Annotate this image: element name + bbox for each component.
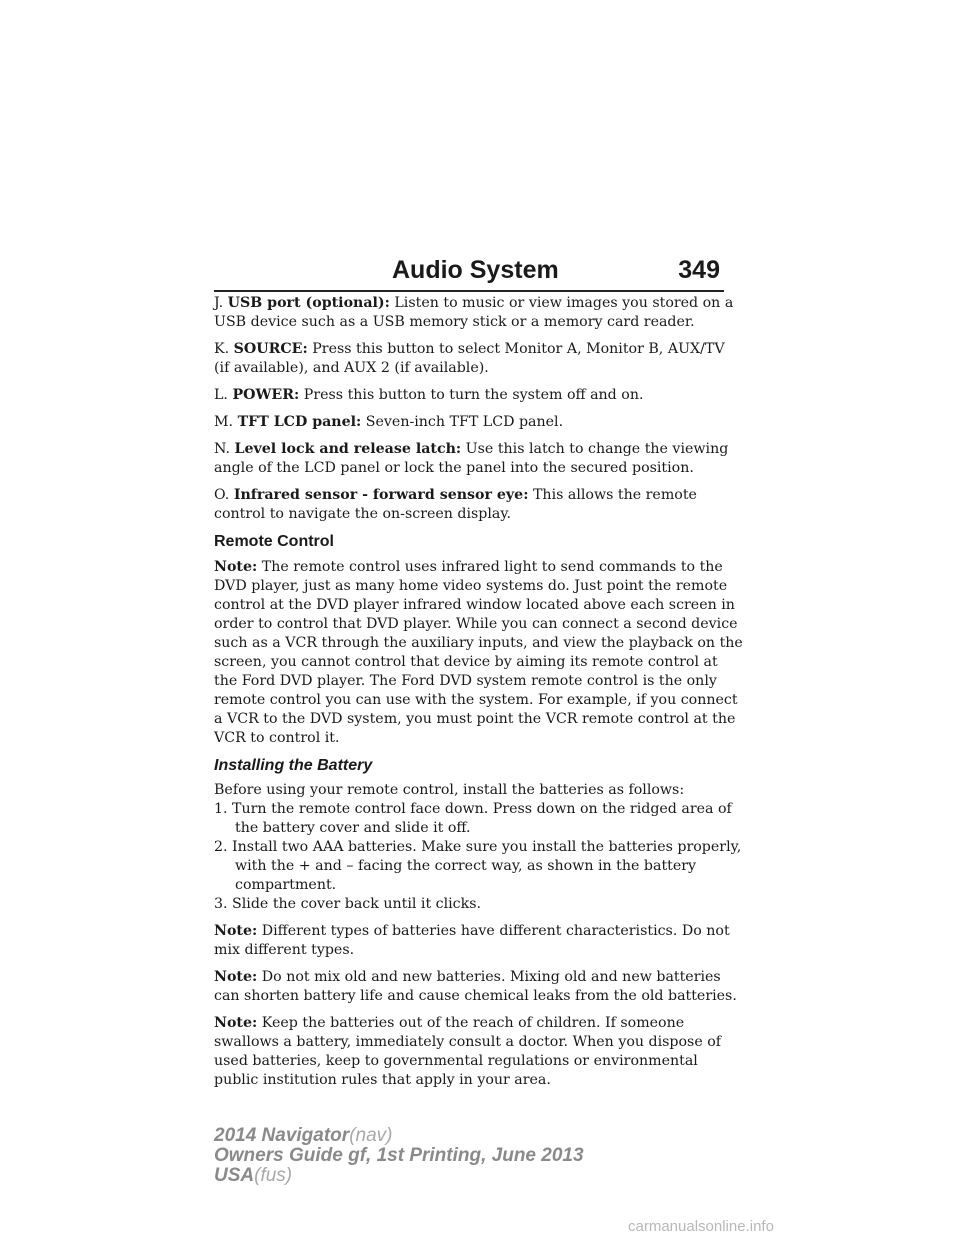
list-item: 2. Install two AAA batteries. Make sure you install the batteries properly, with the + and – facing the correct way, as shown in the battery compartment. xyxy=(214,839,742,893)
item-term: POWER: xyxy=(232,387,300,403)
item-term: TFT LCD panel: xyxy=(237,414,362,430)
battery-note: Note: Keep the batteries out of the reach of children. If someone swallows a battery, immediately consult a doctor. When you dispose of used batteries, keep to governmental regulations or environmental public institution rules that apply in your area. xyxy=(214,1015,722,1088)
item-j: J. USB port (optional): Listen to music or view images you stored on a USB device such as a USB memory stick or a memory card reader. xyxy=(214,295,734,330)
battery-steps xyxy=(214,800,744,914)
watermark: carmanualsonline.info xyxy=(628,1218,774,1235)
item-k: K. SOURCE: Press this button to select Monitor A, Monitor B, AUX/TV (if available), and AUX 2 (if available). xyxy=(214,341,725,376)
battery-note: Note: Do not mix old and new batteries. Mixing old and new batteries can shorten battery life and cause chemical leaks from the old batteries. xyxy=(214,969,737,1004)
battery-intro: Before using your remote control, install the batteries as follows: xyxy=(214,782,685,798)
header-rule xyxy=(214,290,724,292)
battery-note: Note: Different types of batteries have different characteristics. Do not mix different types. xyxy=(214,923,730,958)
item-m: M. TFT LCD panel: Seven-inch TFT LCD panel. xyxy=(214,414,564,430)
page-header xyxy=(392,256,724,290)
item-n: N. Level lock and release latch: Use this latch to change the viewing angle of the LCD panel or lock the panel into the secured position. xyxy=(214,441,729,476)
page-number: 349 xyxy=(678,256,720,284)
remote-control-heading: Remote Control xyxy=(214,533,334,550)
list-item: 3. Slide the cover back until it clicks. xyxy=(214,896,482,912)
item-term: USB port (optional): xyxy=(227,295,390,311)
footer-line-1: 2014 Navigator(nav) xyxy=(214,1125,393,1146)
installing-battery-heading: Installing the Battery xyxy=(214,757,373,774)
item-term: Level lock and release latch: xyxy=(234,441,462,457)
item-l: L. POWER: Press this button to turn the system off and on. xyxy=(214,387,644,403)
item-o: O. Infrared sensor - forward sensor eye: This allows the remote control to navigate the on-screen display. xyxy=(214,487,697,522)
item-term: SOURCE: xyxy=(233,341,308,357)
remote-control-note: Note: The remote control uses infrared light to send commands to the DVD player, just as many home video systems do. Just point the remote control at the DVD player infrared window located above each screen in order to control that DVD player. While you can connect a second device such as a VCR through the auxiliary inputs, and view the playback on the screen, you cannot control that device by aiming its remote control at the Ford DVD player. The Ford DVD system remote control is the only remote control you can use with the system. For example, if you connect a VCR to the DVD system, you must point the VCR remote control at the VCR to control it. xyxy=(214,559,743,746)
footer-line-3: USA(fus) xyxy=(214,1165,293,1186)
section-title: Audio System xyxy=(392,256,559,284)
footer-line-2: Owners Guide gf, 1st Printing, June 2013 xyxy=(214,1145,584,1166)
page-body xyxy=(214,294,744,1098)
page-footer xyxy=(214,1126,584,1186)
item-term: Infrared sensor - forward sensor eye: xyxy=(233,487,529,503)
list-item: 1. Turn the remote control face down. Press down on the ridged area of the battery cover and slide it off. xyxy=(214,801,732,836)
